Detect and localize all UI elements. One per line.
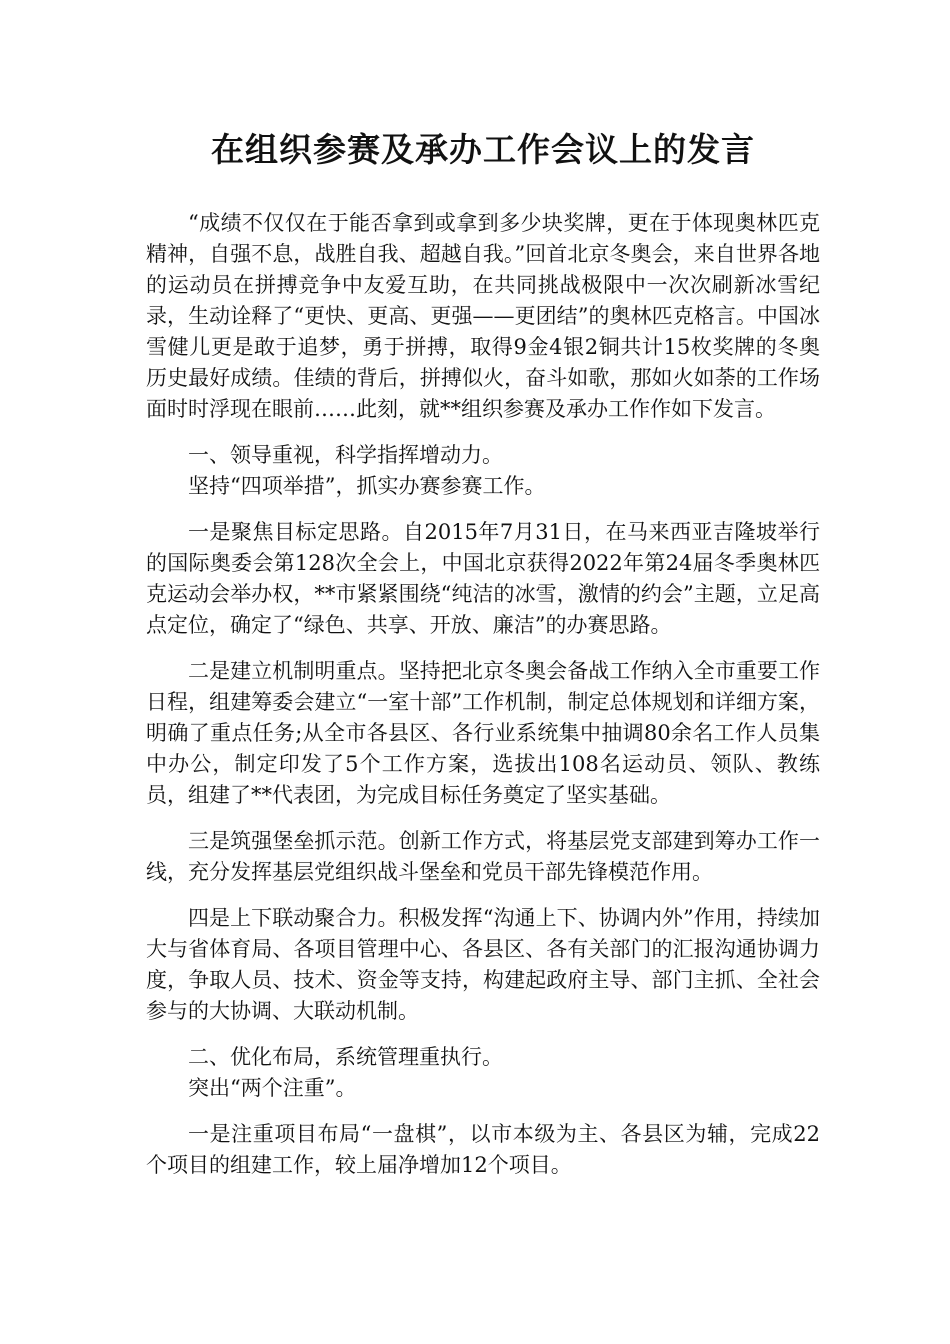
paragraph-point-3: 三是筑强堡垒抓示范。创新工作方式，将基层党支部建到筹办工作一线，充分发挥基层党组织战斗堡垒和党员干部先锋模范作用。 <box>146 829 820 884</box>
paragraph-point-5: 一是注重项目布局“一盘棋”，以市本级为主、各县区为辅，完成22个项目的组建工作，较上届净增加12个项目。 <box>146 1122 820 1177</box>
document-title: 在组织参赛及承办工作会议上的发言 <box>211 130 755 169</box>
section-heading-2: 二、优化布局，系统管理重执行。 <box>188 1045 503 1069</box>
section-heading-1: 一、领导重视，科学指挥增动力。 <box>188 443 503 467</box>
section-subheading-2: 突出“两个注重”。 <box>188 1076 357 1100</box>
paragraph-point-1: 一是聚焦目标定思路。自2015年7月31日，在马来西亚吉隆坡举行的国际奥委会第128次全会上，中国北京获得2022年第24届冬季奥林匹克运动会举办权，**市紧紧围绕“纯洁的冰雪，激情的约会”主题，立足高点定位，确定了“绿色、共享、开放、廉洁”的办赛思路。 <box>146 520 820 637</box>
section-subheading-1: 坚持“四项举措”，抓实办赛参赛工作。 <box>188 474 546 498</box>
paragraph-point-2: 二是建立机制明重点。坚持把北京冬奥会备战工作纳入全市重要工作日程，组建筹委会建立“一室十部”工作机制，制定总体规划和详细方案，明确了重点任务;从全市各县区、各行业系统集中抽调80余名工作人员集中办公，制定印发了5个工作方案，选拔出108名运动员、领队、教练员，组建了**代表团，为完成目标任务奠定了坚实基础。 <box>146 659 820 807</box>
paragraph-intro: “成绩不仅仅在于能否拿到或拿到多少块奖牌，更在于体现奥林匹克精神，自强不息，战胜自我、超越自我。”回首北京冬奥会，来自世界各地的运动员在拼搏竞争中友爱互助，在共同挑战极限中一次次刷新冰雪纪录，生动诠释了“更快、更高、更强——更团结”的奥林匹克格言。中国冰雪健儿更是敢于追梦，勇于拼搏，取得9金4银2铜共计15枚奖牌的冬奥历史最好成绩。佳绩的背后，拼搏似火，奋斗如歌，那如火如荼的工作场面时时浮现在眼前……此刻，就**组织参赛及承办工作作如下发言。 <box>146 211 820 421</box>
paragraph-point-4: 四是上下联动聚合力。积极发挥“沟通上下、协调内外”作用，持续加大与省体育局、各项目管理中心、各县区、各有关部门的汇报沟通协调力度，争取人员、技术、资金等支持，构建起政府主导、部门主抓、全社会参与的大协调、大联动机制。 <box>146 906 820 1023</box>
